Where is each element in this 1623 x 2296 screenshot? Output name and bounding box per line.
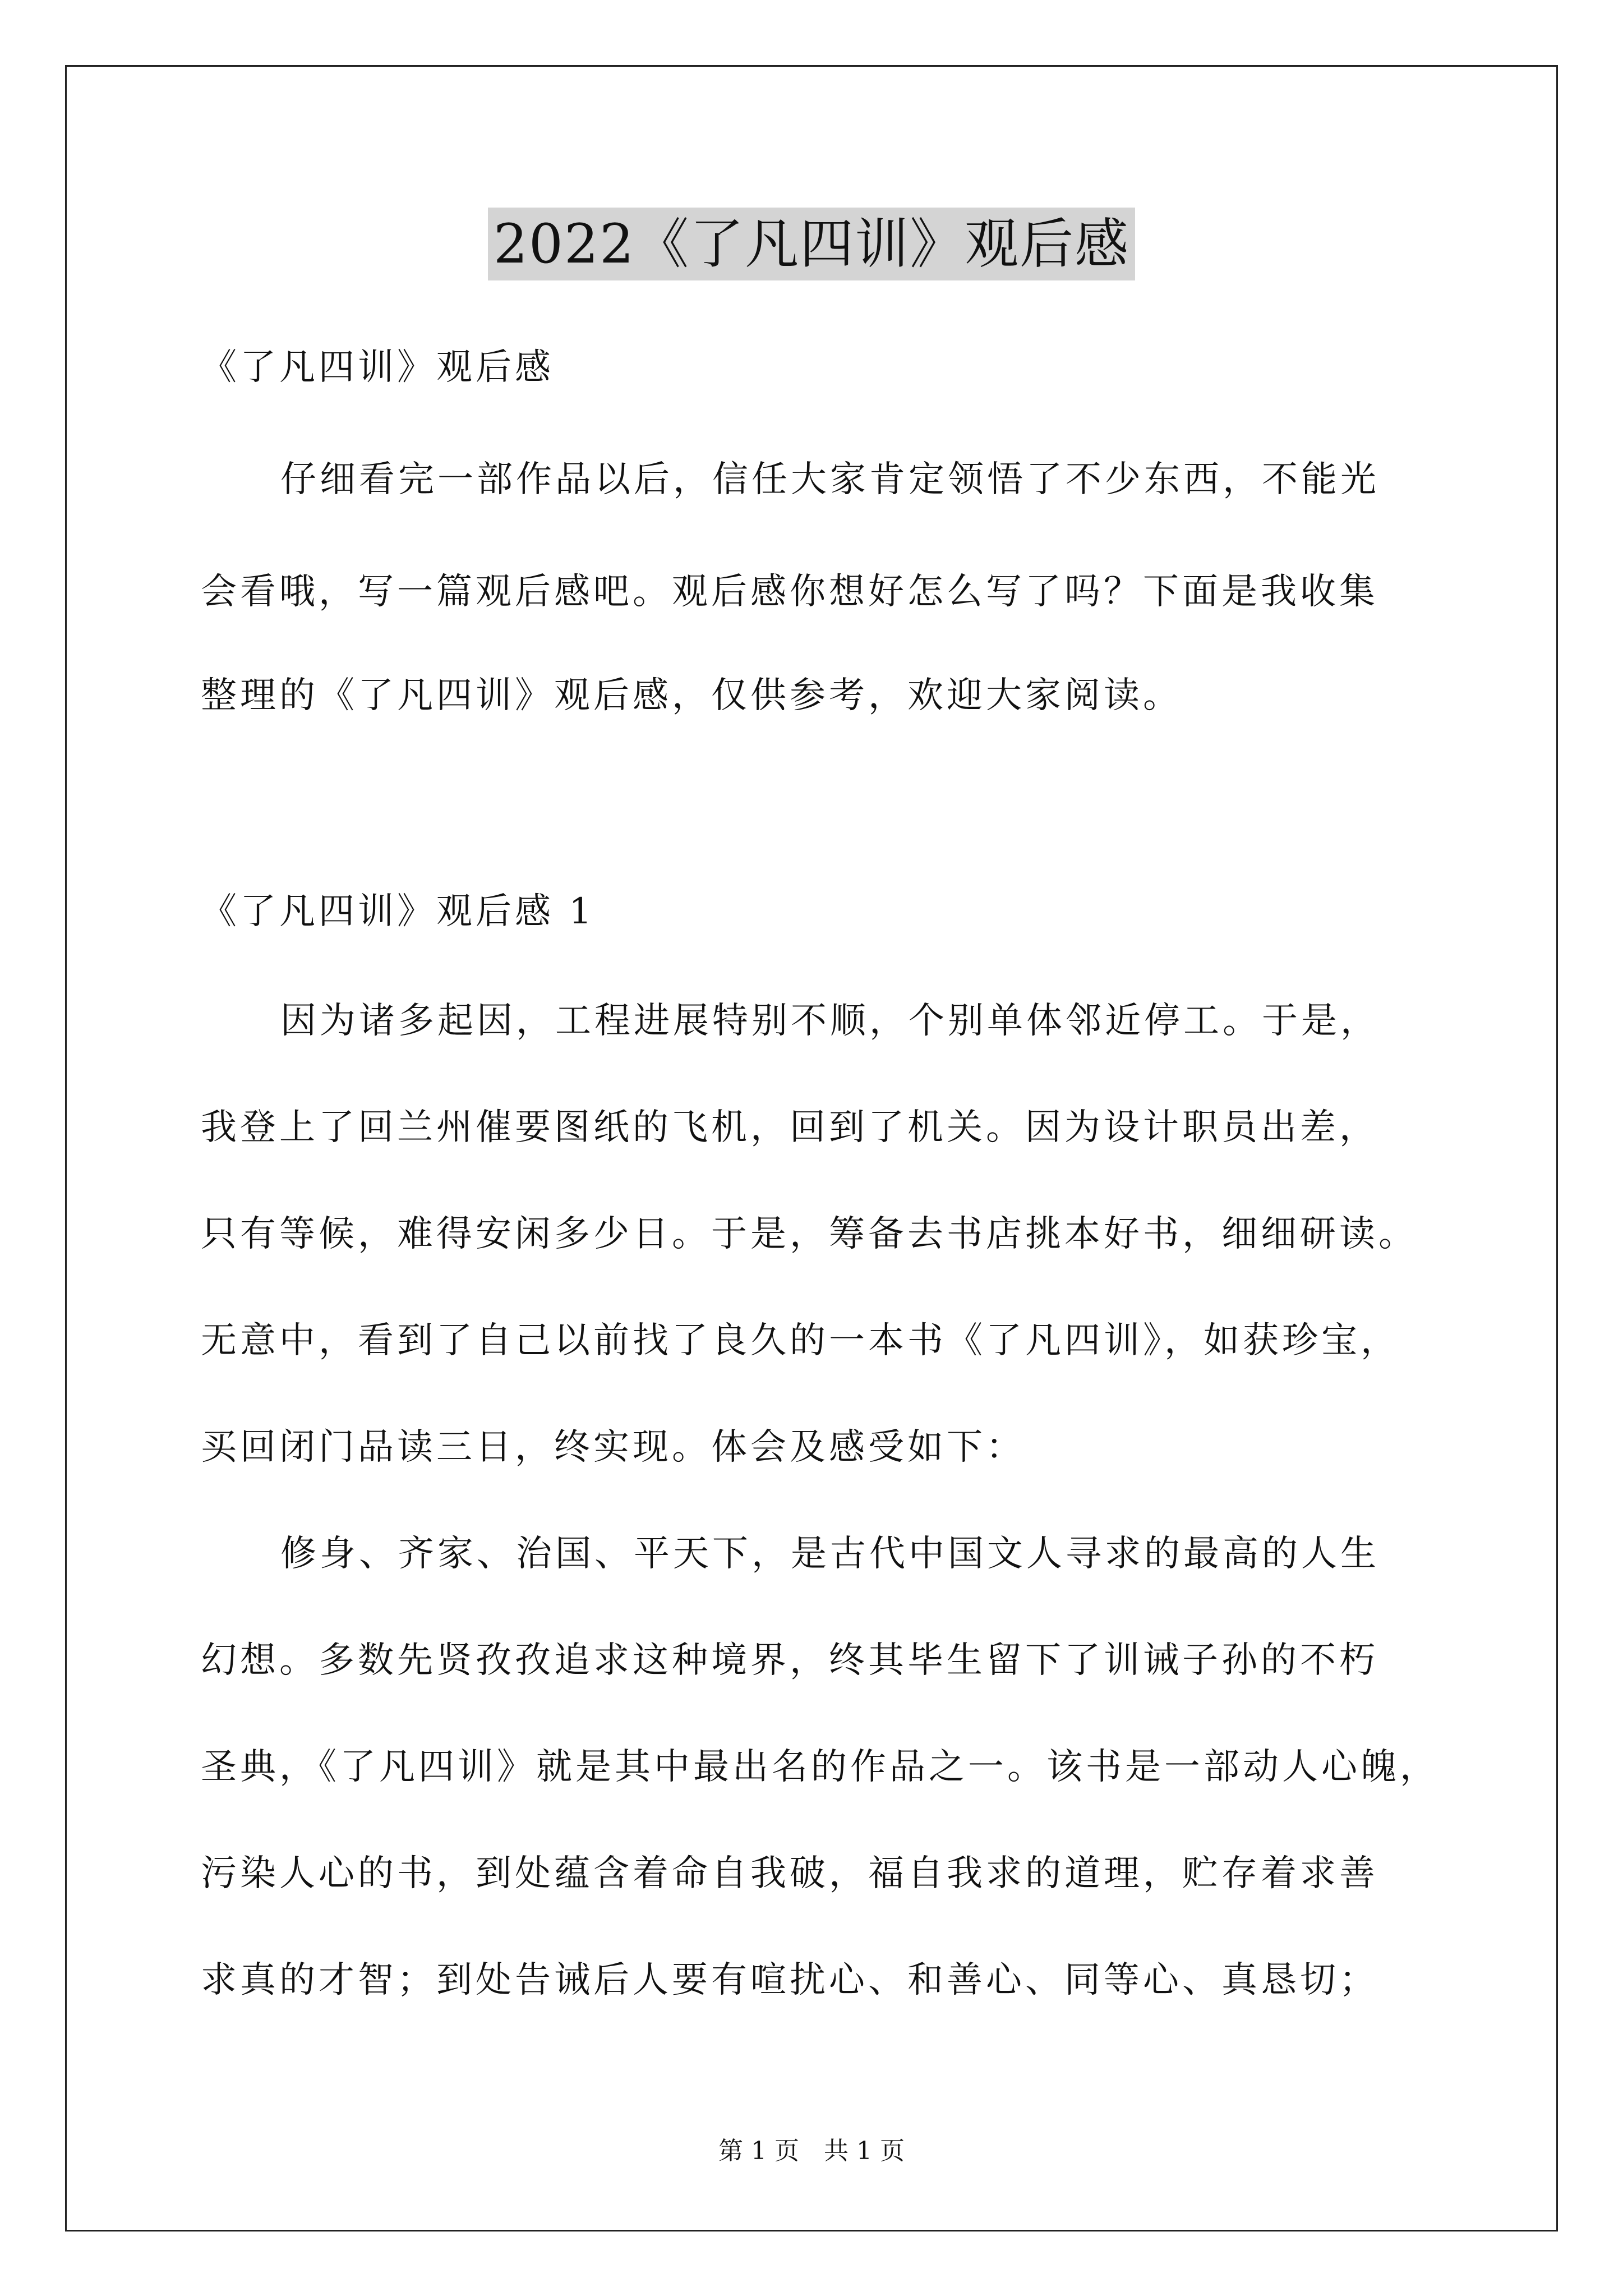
paragraph-line: 圣典，《了凡四训》就是其中最出名的作品之一。该书是一部动人心魄，: [201, 1746, 1439, 1788]
paragraph-line: 污染人心的书，到处蕴含着命自我破，福自我求的道理，贮存着求善: [201, 1853, 1378, 1894]
page-footer: 第 1 页 共 1 页: [718, 2137, 905, 2165]
paragraph-line: 因为诸多起因，工程进展特别不顺，个别单体邻近停工。于是，: [280, 1000, 1380, 1042]
paragraph-line: 修身、齐家、治国、平天下，是古代中国文人寻求的最高的人生: [280, 1533, 1380, 1575]
document-title-container: [0, 208, 1623, 280]
paragraph-line: 求真的才智；到处告诫后人要有喧扰心、和善心、同等心、真恳切；: [201, 1959, 1378, 2001]
intro-line: 会看哦，写一篇观后感吧。观后感你想好怎么写了吗？下面是我收集: [201, 571, 1378, 613]
paragraph-line: 我登上了回兰州催要图纸的飞机，回到了机关。因为设计职员出差，: [201, 1107, 1378, 1148]
paragraph-line: 幻想。多数先贤孜孜追求这种境界，终其毕生留下了训诫子孙的不朽: [201, 1640, 1378, 1681]
paragraph-line: 只有等候，难得安闲多少日。于是，筹备去书店挑本好书，细细研读。: [201, 1213, 1418, 1255]
section-heading: 《了凡四训》观后感 1: [201, 891, 596, 932]
section-heading: 《了凡四训》观后感: [201, 347, 554, 388]
intro-line: 仔细看完一部作品以后，信任大家肯定领悟了不少东西，不能光: [280, 459, 1380, 500]
intro-line: 整理的《了凡四训》观后感，仅供参考，欢迎大家阅读。: [201, 675, 1182, 716]
paragraph-line: 买回闭门品读三日，终实现。体会及感受如下：: [201, 1427, 1025, 1468]
paragraph-line: 无意中，看到了自己以前找了良久的一本书《了凡四训》，如获珍宝，: [201, 1320, 1400, 1361]
document-title: 2022《了凡四训》观后感: [488, 208, 1135, 280]
